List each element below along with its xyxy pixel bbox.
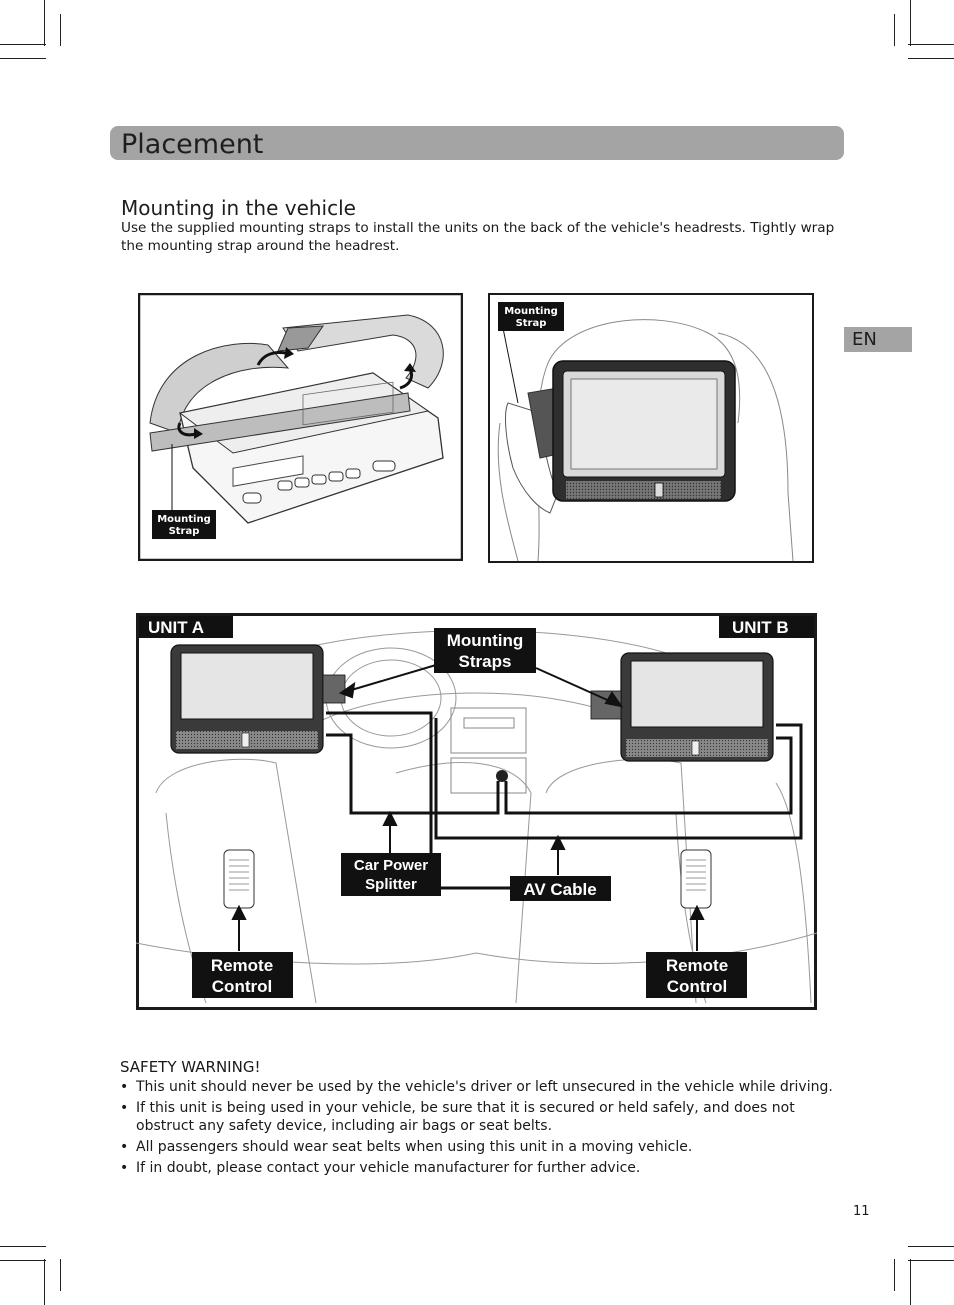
figure-headrest-mount — [488, 293, 814, 563]
unit-a-label: UNIT A — [148, 618, 205, 637]
crop-mark — [910, 0, 911, 46]
section-header-bar — [110, 126, 844, 160]
intro-paragraph: Use the supplied mounting straps to install the units on the back of the vehicle's headrests. Tightly wrap the mounting strap around the headrest. — [121, 220, 835, 254]
crop-mark — [60, 1259, 61, 1291]
crop-mark — [908, 44, 954, 45]
unit-b-label: UNIT B — [732, 618, 789, 637]
av-cable-label: AV Cable — [523, 880, 597, 899]
language-tab — [844, 327, 912, 352]
remote-control-left-line2: Control — [211, 977, 273, 996]
page-title: Placement — [121, 129, 264, 160]
crop-mark — [908, 1246, 954, 1247]
figure-strap-wrap — [138, 293, 463, 561]
list-item: • If this unit is being used in your vehicle, be sure that it is secured or held safely, and does not obstruct any safety device, including air bags or seat belts. — [120, 1099, 840, 1135]
crop-mark — [60, 14, 61, 46]
crop-mark — [44, 0, 45, 46]
mounting-strap-label-line2: Strap — [515, 318, 547, 329]
crop-mark — [0, 1260, 46, 1261]
mounting-strap-label-line1: Mounting — [157, 514, 211, 525]
car-power-splitter-label-line1: Car Power — [353, 857, 429, 874]
crop-mark — [910, 1259, 911, 1305]
section-title: Mounting in the vehicle — [121, 196, 356, 220]
crop-mark — [0, 44, 46, 45]
mounting-strap-label-line2: Strap — [168, 526, 200, 537]
mounting-straps-label-line2: Straps — [458, 652, 512, 671]
mounting-strap-label-line1: Mounting — [504, 306, 558, 317]
list-item: • All passengers should wear seat belts when using this unit in a moving vehicle. — [120, 1138, 840, 1156]
crop-mark — [0, 1246, 46, 1247]
remote-control-right-line1: Remote — [665, 956, 729, 975]
safety-warning-list — [120, 1078, 840, 1180]
crop-mark — [0, 58, 46, 59]
crop-mark — [894, 1259, 895, 1291]
crop-mark — [908, 58, 954, 59]
remote-control-left-line1: Remote — [210, 956, 274, 975]
car-power-splitter-label-line2: Splitter — [365, 876, 417, 893]
figure-vehicle-setup — [136, 613, 817, 1010]
list-item: • This unit should never be used by the vehicle's driver or left unsecured in the vehicle while driving. — [120, 1078, 840, 1096]
list-item: • If in doubt, please contact your vehicle manufacturer for further advice. — [120, 1159, 840, 1177]
crop-mark — [908, 1260, 954, 1261]
page-number: 11 — [853, 1204, 870, 1219]
crop-mark — [894, 14, 895, 46]
language-label: EN — [852, 329, 877, 350]
mounting-straps-label-line1: Mounting — [446, 631, 524, 650]
remote-control-right-line2: Control — [666, 977, 728, 996]
crop-mark — [44, 1259, 45, 1305]
safety-warning-title: SAFETY WARNING! — [120, 1058, 261, 1076]
